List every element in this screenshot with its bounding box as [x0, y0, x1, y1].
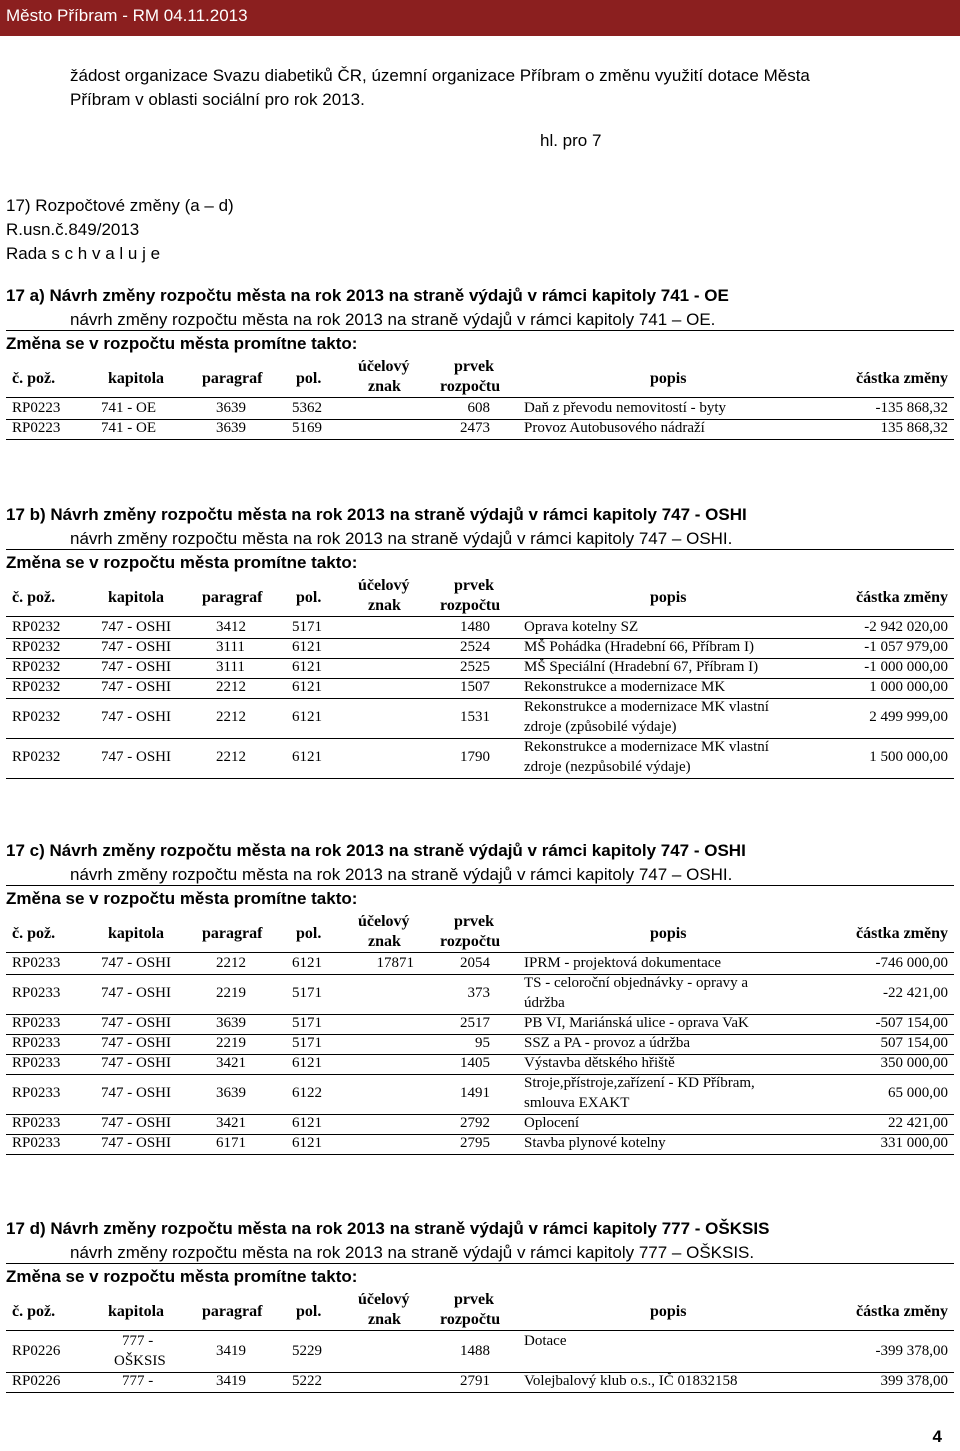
cell-amount: 1 500 000,00 [869, 749, 948, 765]
col-chapter: kapitola [108, 370, 165, 387]
cell-item: 6121 [292, 749, 322, 765]
table-header-row [6, 909, 954, 953]
cell-chapter: 747 - OSHI [101, 619, 171, 635]
cell-description: MŠ Speciální (Hradební 67, Příbram I) [524, 659, 759, 675]
document-header-bar [0, 0, 960, 36]
table-row [6, 974, 954, 1015]
cell-amount: -22 421,00 [883, 985, 948, 1001]
table-row [6, 698, 954, 739]
col-request: č. pož. [12, 370, 56, 387]
cell-amount: 507 154,00 [880, 1035, 948, 1051]
cell-chapter: 777 - [122, 1333, 154, 1349]
cell-amount: 1 000 000,00 [869, 679, 948, 695]
col-element-2: rozpočtu [440, 378, 501, 395]
cell-request: RP0226 [12, 1373, 61, 1389]
intro-line-1: žádost organizace Svazu diabetiků ČR, územní organizace Příbram o změnu využití dotace Města [70, 66, 810, 85]
cell-request: RP0223 [12, 400, 61, 416]
cell-description: Rekonstrukce a modernizace MK vlastní [524, 739, 769, 755]
resolution-number: R.usn.č.849/2013 [6, 220, 140, 239]
cell-item: 6122 [292, 1085, 322, 1101]
table-header-row [6, 573, 954, 617]
cell-paragraph: 3419 [216, 1373, 246, 1389]
cell-request: RP0223 [12, 420, 61, 436]
col-chapter: kapitola [108, 1303, 165, 1320]
cell-paragraph: 2212 [216, 955, 246, 971]
cell-description: Oplocení [524, 1115, 579, 1131]
cell-paragraph: 3639 [216, 1085, 246, 1101]
cell-paragraph: 2219 [216, 1035, 246, 1051]
cell-element: 2791 [460, 1373, 490, 1389]
cell-chapter: 741 - OE [101, 400, 156, 416]
cell-chapter: 747 - OSHI [101, 659, 171, 675]
cell-item: 5171 [292, 619, 322, 635]
section-heading: 17 d) Návrh změny rozpočtu města na rok 2013 na straně výdajů v rámci kapitoly 777 - OŠKSIS [6, 1219, 770, 1238]
col-purpose-2: znak [368, 1311, 401, 1328]
cell-description: Provoz Autobusového nádraží [524, 420, 705, 436]
cell-amount: 331 000,00 [880, 1135, 948, 1151]
section-heading: 17 b) Návrh změny rozpočtu města na rok 2013 na straně výdajů v rámci kapitoly 747 - OSHI [6, 505, 747, 524]
resolution-verb: Rada s c h v a l u j e [6, 244, 161, 263]
cell-description: Rekonstrukce a modernizace MK vlastní [524, 699, 769, 715]
cell-item: 6121 [292, 1135, 322, 1151]
cell-description: Stroje,přístroje,zařízení - KD Příbram, [524, 1075, 755, 1091]
cell-request: RP0233 [12, 1115, 61, 1131]
col-element-1: prvek [454, 577, 494, 594]
table-row [6, 738, 954, 779]
cell-element: 1488 [460, 1343, 490, 1359]
col-request: č. pož. [12, 1303, 56, 1320]
cell-element: 2792 [460, 1115, 490, 1131]
cell-paragraph: 2219 [216, 985, 246, 1001]
cell-item: 6121 [292, 1115, 322, 1131]
cell-description-2: údržba [524, 995, 565, 1011]
col-element-2: rozpočtu [440, 1311, 501, 1328]
table-row [6, 1332, 954, 1373]
cell-description-2: zdroje (způsobilé výdaje) [524, 719, 677, 735]
col-purpose-2: znak [368, 933, 401, 950]
cell-item: 6121 [292, 1055, 322, 1071]
cell-description: Oprava kotelny SZ [524, 619, 639, 635]
section-subheading: návrh změny rozpočtu města na rok 2013 na straně výdajů v rámci kapitoly 741 – OE. [6, 310, 954, 331]
cell-request: RP0233 [12, 1085, 61, 1101]
col-item: pol. [296, 370, 322, 387]
cell-description: IPRM - projektová dokumentace [524, 955, 722, 971]
document-header-title: Město Příbram - RM 04.11.2013 [6, 6, 248, 25]
cell-element: 1507 [460, 679, 490, 695]
col-amount: částka změny [856, 370, 948, 387]
cell-chapter: 747 - OSHI [101, 639, 171, 655]
col-purpose-1: účelový [358, 358, 410, 375]
cell-description: Volejbalový klub o.s., IČ 01832158 [524, 1373, 738, 1389]
cell-item: 6121 [292, 955, 322, 971]
cell-paragraph: 3412 [216, 619, 246, 635]
cell-chapter: 747 - OSHI [101, 985, 171, 1001]
col-purpose-2: znak [368, 378, 401, 395]
cell-request: RP0232 [12, 679, 61, 695]
cell-element: 95 [475, 1035, 490, 1051]
section-change-label: Změna se v rozpočtu města promítne takto: [6, 553, 358, 572]
cell-amount: 22 421,00 [888, 1115, 948, 1131]
cell-paragraph: 3639 [216, 1015, 246, 1031]
cell-amount: -135 868,32 [875, 400, 948, 416]
cell-request: RP0232 [12, 619, 61, 635]
cell-description: TS - celoroční objednávky - opravy a [524, 975, 749, 991]
table-row [6, 1074, 954, 1115]
cell-element: 1405 [460, 1055, 490, 1071]
section-change-label: Změna se v rozpočtu města promítne takto: [6, 334, 358, 353]
cell-item: 6121 [292, 709, 322, 725]
table-header-row [6, 1287, 954, 1331]
cell-paragraph: 3639 [216, 420, 246, 436]
cell-element: 1790 [460, 749, 490, 765]
cell-element: 2795 [460, 1135, 490, 1151]
col-purpose-1: účelový [358, 913, 410, 930]
col-paragraph: paragraf [202, 925, 263, 942]
cell-paragraph: 6171 [216, 1135, 246, 1151]
cell-paragraph: 3639 [216, 400, 246, 416]
col-element-1: prvek [454, 358, 494, 375]
cell-request: RP0232 [12, 709, 61, 725]
cell-description: Výstavba dětského hřiště [524, 1055, 675, 1071]
cell-element: 2473 [460, 420, 490, 436]
cell-amount: 65 000,00 [888, 1085, 948, 1101]
col-item: pol. [296, 925, 322, 942]
cell-amount: 350 000,00 [880, 1055, 948, 1071]
table-row [6, 678, 954, 699]
cell-description: Rekonstrukce a modernizace MK [524, 679, 726, 695]
cell-chapter: 747 - OSHI [101, 1035, 171, 1051]
table-row [6, 399, 954, 420]
cell-description: Stavba plynové kotelny [524, 1135, 666, 1151]
cell-chapter: 747 - OSHI [101, 955, 171, 971]
cell-chapter: 747 - OSHI [101, 1055, 171, 1071]
cell-chapter: 747 - OSHI [101, 679, 171, 695]
cell-description-2: zdroje (nezpůsobilé výdaje) [524, 759, 691, 775]
col-amount: částka změny [856, 925, 948, 942]
col-request: č. pož. [12, 589, 56, 606]
cell-request: RP0233 [12, 985, 61, 1001]
cell-element: 2054 [460, 955, 490, 971]
col-purpose-1: účelový [358, 1291, 410, 1308]
cell-item: 5362 [292, 400, 322, 416]
cell-description: Dotace [524, 1333, 567, 1349]
table-row [6, 1034, 954, 1055]
cell-chapter-2: OŠKSIS [114, 1353, 166, 1369]
cell-paragraph: 3419 [216, 1343, 246, 1359]
cell-item: 6121 [292, 679, 322, 695]
cell-chapter: 747 - OSHI [101, 709, 171, 725]
cell-item: 5169 [292, 420, 322, 436]
page-number: 4 [932, 1427, 942, 1446]
table-row [6, 419, 954, 440]
col-element-2: rozpočtu [440, 933, 501, 950]
cell-request: RP0233 [12, 1035, 61, 1051]
cell-paragraph: 3111 [216, 659, 245, 675]
table-header-row [6, 354, 954, 398]
cell-paragraph: 2212 [216, 709, 246, 725]
col-purpose-2: znak [368, 597, 401, 614]
cell-item: 5171 [292, 985, 322, 1001]
table-row [6, 618, 954, 639]
col-description: popis [650, 1303, 687, 1320]
cell-paragraph: 2212 [216, 749, 246, 765]
section-subheading: návrh změny rozpočtu města na rok 2013 na straně výdajů v rámci kapitoly 747 – OSHI. [6, 865, 954, 886]
cell-item: 6121 [292, 659, 322, 675]
cell-element: 608 [467, 400, 490, 416]
cell-chapter: 747 - OSHI [101, 1115, 171, 1131]
cell-amount: -2 942 020,00 [864, 619, 948, 635]
hl-reference: hl. pro 7 [540, 131, 602, 150]
cell-description-2: smlouva EXAKT [524, 1095, 630, 1111]
col-description: popis [650, 925, 687, 942]
cell-request: RP0226 [12, 1343, 61, 1359]
cell-description: SSZ a PA - provoz a údržba [524, 1035, 691, 1051]
table-row [6, 1134, 954, 1155]
col-amount: částka změny [856, 589, 948, 606]
cell-item: 5222 [292, 1373, 322, 1389]
cell-request: RP0233 [12, 1015, 61, 1031]
cell-chapter: 747 - OSHI [101, 749, 171, 765]
cell-amount: -507 154,00 [875, 1015, 948, 1031]
col-item: pol. [296, 1303, 322, 1320]
table-row [6, 658, 954, 679]
cell-amount: 399 378,00 [880, 1373, 948, 1389]
col-amount: částka změny [856, 1303, 948, 1320]
table-row [6, 954, 954, 975]
cell-request: RP0232 [12, 639, 61, 655]
cell-item: 6121 [292, 639, 322, 655]
cell-amount: -1 000 000,00 [864, 659, 948, 675]
col-element-1: prvek [454, 1291, 494, 1308]
col-purpose-1: účelový [358, 577, 410, 594]
table-row [6, 1114, 954, 1135]
section-subheading: návrh změny rozpočtu města na rok 2013 na straně výdajů v rámci kapitoly 777 – OŠKSIS. [6, 1243, 954, 1264]
section-subheading: návrh změny rozpočtu města na rok 2013 na straně výdajů v rámci kapitoly 747 – OSHI. [6, 529, 954, 550]
intro-line-2: Příbram v oblasti sociální pro rok 2013. [70, 90, 365, 109]
cell-item: 5229 [292, 1343, 322, 1359]
cell-amount: 135 868,32 [880, 420, 948, 436]
cell-request: RP0233 [12, 1055, 61, 1071]
cell-paragraph: 3421 [216, 1055, 246, 1071]
cell-chapter: 747 - OSHI [101, 1135, 171, 1151]
table-row [6, 1014, 954, 1035]
col-chapter: kapitola [108, 925, 165, 942]
cell-request: RP0232 [12, 659, 61, 675]
col-description: popis [650, 370, 687, 387]
cell-amount: -399 378,00 [875, 1343, 948, 1359]
section-change-label: Změna se v rozpočtu města promítne takto: [6, 1267, 358, 1286]
cell-paragraph: 3111 [216, 639, 245, 655]
cell-chapter: 747 - OSHI [101, 1015, 171, 1031]
col-element-2: rozpočtu [440, 597, 501, 614]
section-change-label: Změna se v rozpočtu města promítne takto: [6, 889, 358, 908]
table-row [6, 1054, 954, 1075]
cell-request: RP0232 [12, 749, 61, 765]
cell-element: 1531 [460, 709, 490, 725]
cell-description: MŠ Pohádka (Hradební 66, Příbram I) [524, 639, 754, 655]
cell-chapter: 747 - OSHI [101, 1085, 171, 1101]
section-heading: 17 a) Návrh změny rozpočtu města na rok 2013 na straně výdajů v rámci kapitoly 741 - OE [6, 286, 729, 305]
cell-purpose: 17871 [376, 955, 414, 971]
col-element-1: prvek [454, 913, 494, 930]
col-paragraph: paragraf [202, 370, 263, 387]
col-paragraph: paragraf [202, 1303, 263, 1320]
section-heading: 17 c) Návrh změny rozpočtu města na rok 2013 na straně výdajů v rámci kapitoly 747 - OSHI [6, 841, 746, 860]
cell-element: 2517 [460, 1015, 490, 1031]
cell-amount: -1 057 979,00 [864, 639, 948, 655]
cell-chapter: 741 - OE [101, 420, 156, 436]
cell-element: 2524 [460, 639, 490, 655]
col-paragraph: paragraf [202, 589, 263, 606]
table-row [6, 638, 954, 659]
cell-amount: 2 499 999,00 [869, 709, 948, 725]
col-chapter: kapitola [108, 589, 165, 606]
cell-paragraph: 3421 [216, 1115, 246, 1131]
cell-element: 373 [467, 985, 490, 1001]
cell-element: 1480 [460, 619, 490, 635]
cell-chapter: 777 - [122, 1373, 154, 1389]
cell-amount: -746 000,00 [875, 955, 948, 971]
cell-description: PB VI, Mariánská ulice - oprava VaK [524, 1015, 749, 1031]
cell-element: 1491 [460, 1085, 490, 1101]
cell-description: Daň z převodu nemovitostí - byty [524, 400, 727, 416]
col-item: pol. [296, 589, 322, 606]
cell-request: RP0233 [12, 1135, 61, 1151]
col-description: popis [650, 589, 687, 606]
table-row [6, 1372, 954, 1393]
col-request: č. pož. [12, 925, 56, 942]
cell-element: 2525 [460, 659, 490, 675]
cell-item: 5171 [292, 1015, 322, 1031]
item-title: 17) Rozpočtové změny (a – d) [6, 196, 234, 215]
cell-paragraph: 2212 [216, 679, 246, 695]
cell-request: RP0233 [12, 955, 61, 971]
cell-item: 5171 [292, 1035, 322, 1051]
